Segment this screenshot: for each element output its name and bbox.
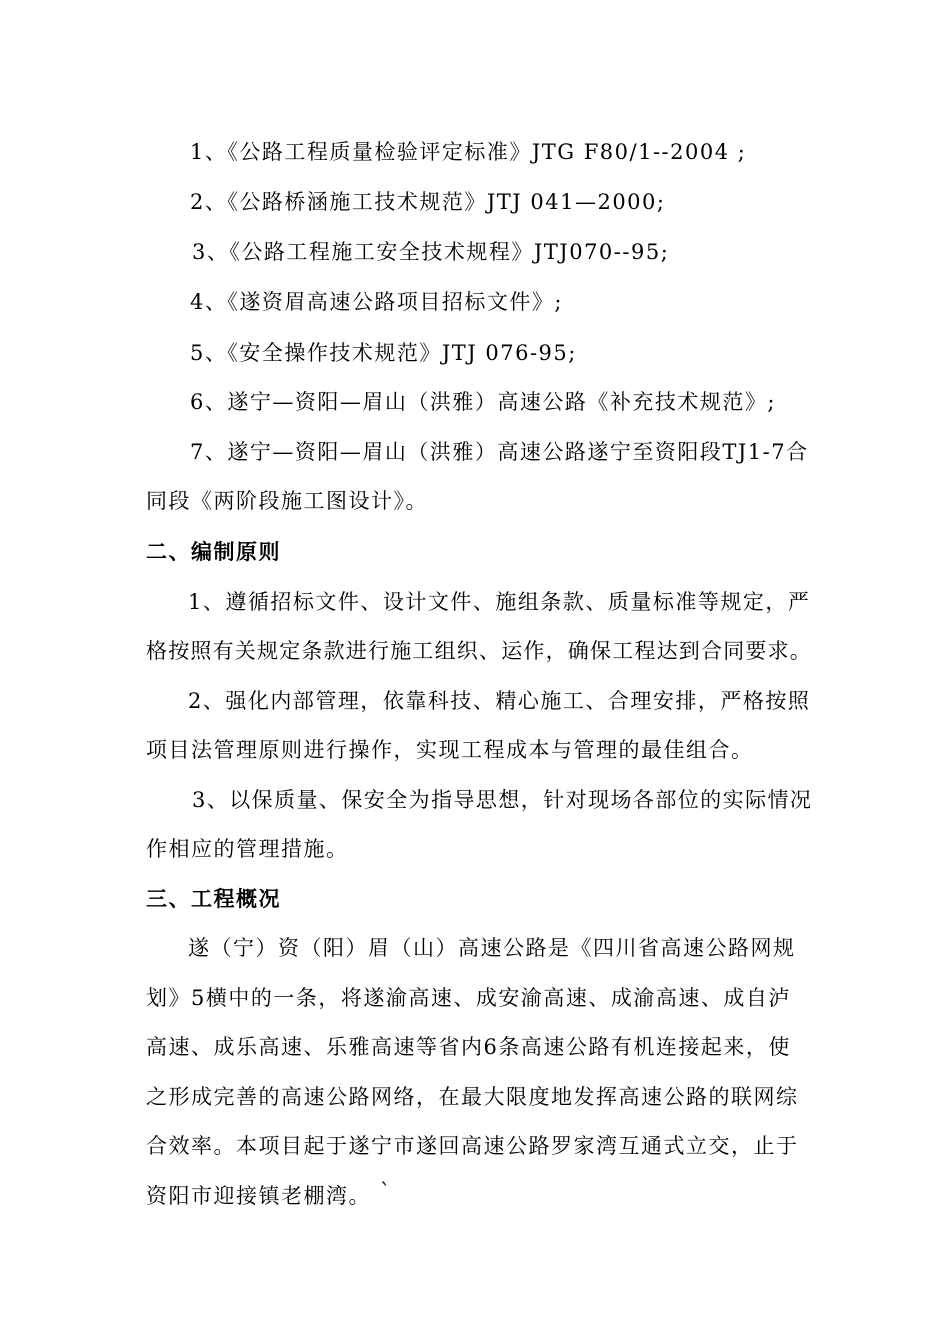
overview-line-5: 合效率。本项目起于遂宁市遂回高速公路罗家湾互通式立交，止于 — [146, 1134, 799, 1158]
reference-item-3: 3、《公路工程施工安全技术规程》JTJ070--95; — [192, 240, 670, 264]
reference-item-7-continued: 同段《两阶段施工图设计》。 — [146, 489, 428, 513]
reference-item-2: 2、《公路桥涵施工技术规范》JTJ 041—2000; — [190, 190, 666, 214]
reference-item-6: 6、遂宁—资阳—眉山（洪雅）高速公路《补充技术规范》; — [190, 390, 776, 414]
principle-2-line-2: 项目法管理原则进行操作，实现工程成本与管理的最佳组合。 — [146, 738, 754, 762]
section-heading-overview: 三、工程概况 — [146, 887, 281, 911]
principle-3-line-2: 作相应的管理措施。 — [146, 837, 349, 861]
reference-item-1: 1、《公路工程质量检验评定标准》JTG F80/1--2004 ; — [190, 140, 747, 164]
overview-line-3: 高速、成乐高速、乐雅高速等省内6条高速公路有机连接起来，使 — [146, 1035, 791, 1059]
reference-item-4: 4、《遂资眉高速公路项目招标文件》; — [190, 290, 563, 314]
overview-line-2: 划》5横中的一条，将遂渝高速、成安渝高速、成渝高速、成自泸 — [146, 986, 791, 1010]
principle-1-line-1: 1、遵循招标文件、设计文件、施组条款、质量标准等规定，严 — [188, 590, 811, 614]
reference-item-5: 5、《安全操作技术规范》JTJ 076-95; — [190, 341, 577, 365]
section-heading-principles: 二、编制原则 — [146, 540, 281, 564]
overview-line-6: 资阳市迎接镇老棚湾。 — [146, 1184, 371, 1208]
principle-2-line-1: 2、强化内部管理，依靠科技、精心施工、合理安排，严格按照 — [188, 689, 811, 713]
stray-mark: ` — [380, 1180, 391, 1204]
reference-item-7: 7、遂宁—资阳—眉山（洪雅）高速公路遂宁至资阳段TJ1-7合 — [190, 440, 809, 464]
principle-1-line-2: 格按照有关规定条款进行施工组织、运作，确保工程达到合同要求。 — [146, 639, 812, 663]
principle-3-line-1: 3、以保质量、保安全为指导思想，针对现场各部位的实际情况 — [192, 788, 813, 812]
overview-line-4: 之形成完善的高速公路网络，在最大限度地发挥高速公路的联网综 — [146, 1085, 799, 1109]
overview-line-1: 遂（宁）资（阳）眉（山）高速公路是《四川省高速公路网规 — [188, 936, 796, 960]
